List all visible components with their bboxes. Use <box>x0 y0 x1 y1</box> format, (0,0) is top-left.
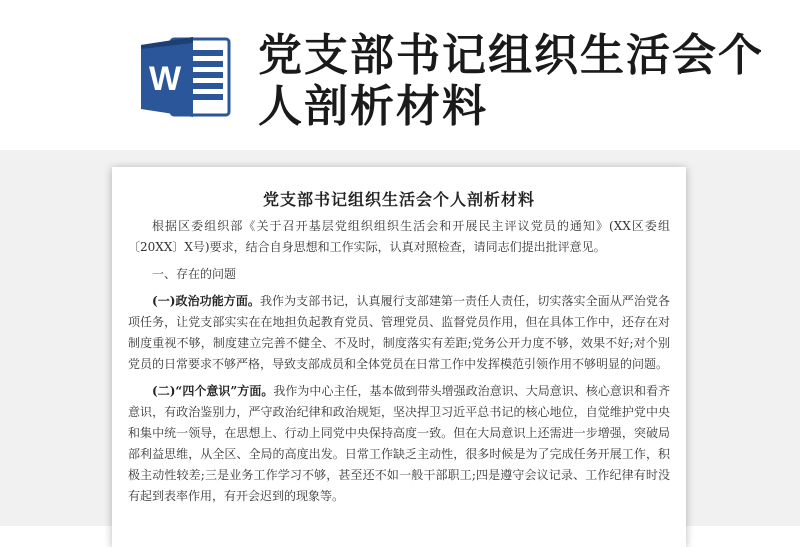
paragraph-four-consciousness <box>128 381 670 507</box>
document-body <box>128 216 670 507</box>
banner <box>0 0 800 160</box>
paragraph-lead: (一)政治功能方面。 <box>152 294 260 308</box>
paragraph-lead: (二)“四个意识”方面。 <box>152 384 274 398</box>
paragraph-text: 我作为中心主任，基本做到带头增强政治意识、大局意识、核心意识和看齐意识，有政治鉴别力，严守政治纪律和政治规矩，坚决捍卫习近平总书记的核心地位，自觉维护党中央和集中统一领导，在思想上、行动上同党中央保持高度一致。但在大局意识上还需进一步增强，突破局部利益思维，从全区、全局的高度出发。日常工作缺乏主动性，很多时候是为了完成任务开展工作，积极主动性较差;三是业务工作学习不够，甚至还不如一般干部职工;四是遵守会议记录、工作纪律有时没有起到表率作用，有开会迟到的现象等。 <box>128 384 670 503</box>
document-title: 党支部书记组织生活会个人剖析材料 <box>262 190 535 209</box>
paragraph-political-function <box>128 291 670 375</box>
document-page <box>112 167 686 547</box>
paragraph-text: 我作为支部书记，认真履行支部建第一责任人责任，切实落实全面从严治党各项任务，让党支部实实在在地担负起教育党员、管理党员、监督党员作用，但在具体工作中，还存在对制度重视不够，制度建立完善不健全、不及时，制度落实有差距;党务公开力度不够，效果不好;对个别党员的日常要求不够严格，导致支部成员和全体党员在日常工作中发挥模范引领作用不够明显的问题。 <box>128 294 670 371</box>
word-icon <box>141 35 231 119</box>
intro-paragraph: 根据区委组织部《关于召开基层党组织组织生活会和开展民主评议党员的通知》(XX区委组〔20XX〕X号)要求，结合自身思想和工作实际，认真对照检查，请同志们提出批评意见。 <box>128 219 670 254</box>
banner-title: 党支部书记组织生活会个人剖析材料 <box>258 30 764 132</box>
section-heading: 一、存在的问题 <box>152 267 237 281</box>
word-icon-letter: W <box>148 60 182 98</box>
